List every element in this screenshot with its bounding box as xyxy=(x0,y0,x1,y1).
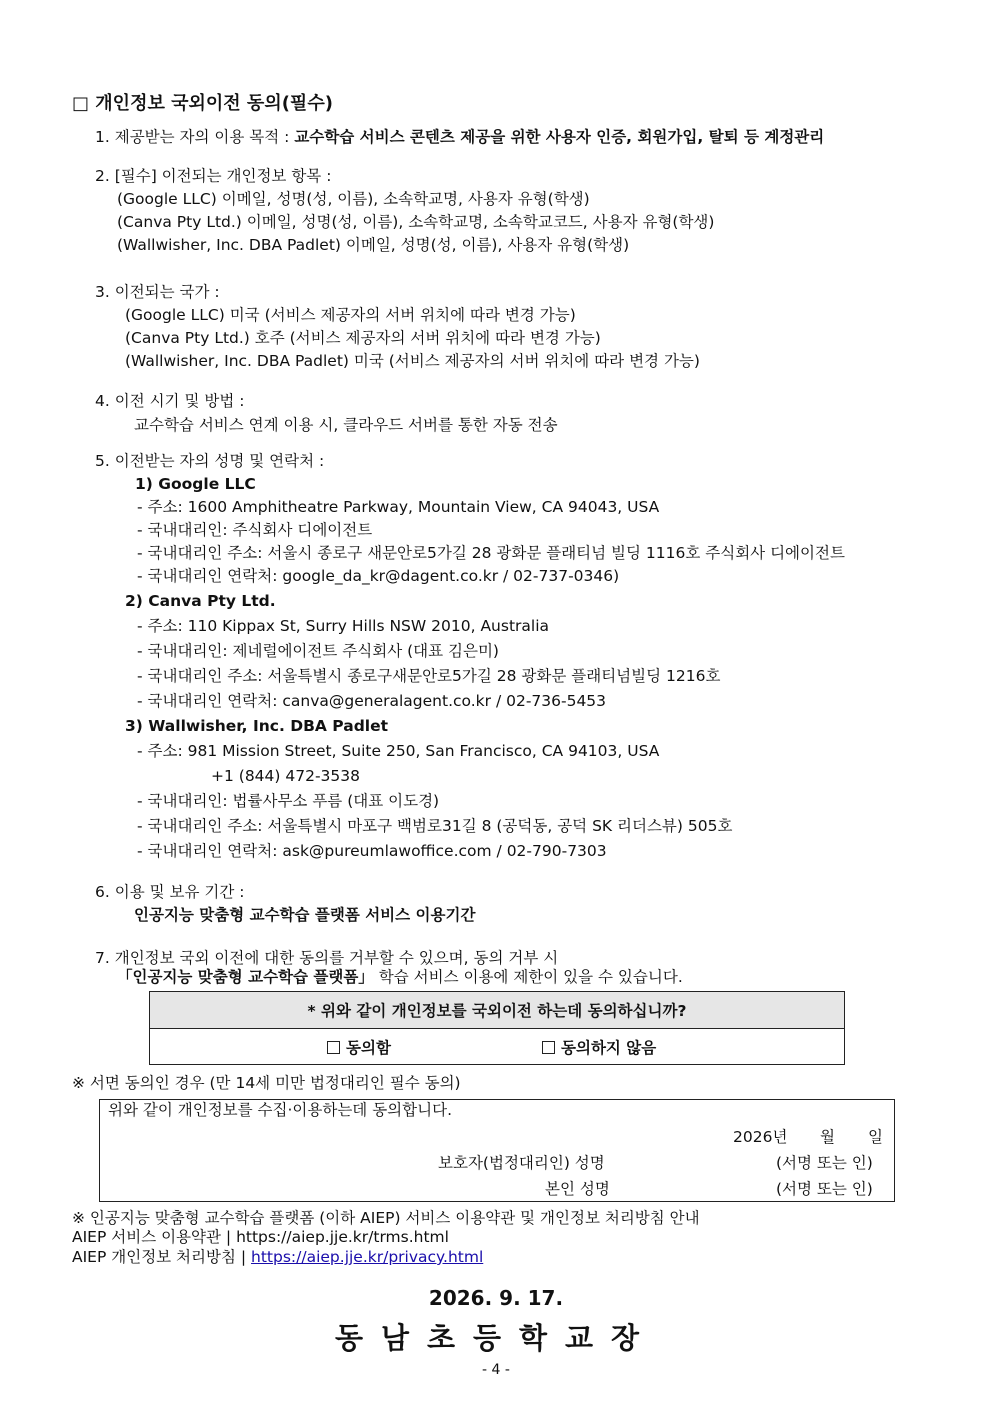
canva-line: - 국내대리인: 제네럴에이전트 주식회사 (대표 김은미) xyxy=(137,642,499,660)
item-4-heading: 4. 이전 시기 및 방법 : xyxy=(95,392,245,410)
padlet-address: - 주소: 981 Mission Street, Suite 250, San Francisco, CA 94103, USA xyxy=(137,742,660,760)
self-sign[interactable]: (서명 또는 인) xyxy=(776,1180,873,1198)
padlet-line: - 국내대리인: 법률사무소 푸름 (대표 이도경) xyxy=(137,792,440,810)
privacy-line xyxy=(72,1247,483,1267)
aiep-note: ※ 인공지능 맞춤형 교수학습 플랫폼 (이하 AIEP) 서비스 이용약관 및 개인정보 처리방침 안내 xyxy=(72,1209,700,1227)
google-line: - 국내대리인 연락처: google_da_kr@dagent.co.kr / 02-737-0346) xyxy=(137,567,620,585)
self-label: 본인 성명 xyxy=(545,1180,610,1198)
disagree-checkbox-icon[interactable] xyxy=(542,1041,555,1054)
item-3-heading: 3. 이전되는 국가 : xyxy=(95,283,220,301)
item-1-label: 1. 제공받는 자의 이용 목적 : xyxy=(95,128,290,146)
canva-line: - 국내대리인 연락처: canva@generalagent.co.kr / 02-736-5453 xyxy=(137,692,607,710)
item-5-heading: 5. 이전받는 자의 성명 및 연락처 : xyxy=(95,452,325,470)
signature-box xyxy=(99,1099,895,1202)
canva-line: - 국내대리인 주소: 서울특별시 종로구새문안로5가길 28 광화문 플래티넘빌딩 1216호 xyxy=(137,667,721,685)
page-number: - 4 - xyxy=(482,1362,510,1378)
item-1 xyxy=(95,127,824,147)
item-2-line: (Canva Pty Ltd.) 이메일, 성명(성, 이름), 소속학교명, 소속학교코드, 사용자 유형(학생) xyxy=(117,213,715,231)
written-consent-note: ※ 서면 동의인 경우 (만 14세 미만 법정대리인 필수 동의) xyxy=(72,1074,461,1092)
section-title-text: 개인정보 국외이전 동의(필수) xyxy=(95,93,333,114)
terms-link[interactable]: https://aiep.jje.kr/trms.html xyxy=(236,1228,449,1246)
item-4-line: 교수학습 서비스 연계 이용 시, 클라우드 서버를 통한 자동 전송 xyxy=(134,416,558,434)
padlet-line: - 국내대리인 주소: 서울특별시 마포구 백범로31길 8 (공덕동, 공덕 SK 리더스뷰) 505호 xyxy=(137,817,733,835)
guardian-label: 보호자(법정대리인) 성명 xyxy=(438,1154,605,1172)
platform-name: 「인공지능 맞춤형 교수학습 플랫폼」 xyxy=(117,968,374,986)
item-7-rest: 학습 서비스 이용에 제한이 있을 수 있습니다. xyxy=(378,968,683,986)
agree-label: 동의함 xyxy=(346,1039,391,1057)
checkbox-icon: □ xyxy=(72,93,90,114)
item-3-line: (Google LLC) 미국 (서비스 제공자의 서버 위치에 따라 변경 가능) xyxy=(125,306,576,324)
disagree-option[interactable] xyxy=(542,1036,656,1058)
canva-line: - 주소: 110 Kippax St, Surry Hills NSW 2010, Australia xyxy=(137,617,550,635)
item-2-line: (Google LLC) 이메일, 성명(성, 이름), 소속학교명, 사용자 유형(학생) xyxy=(117,190,590,208)
privacy-link[interactable]: https://aiep.jje.kr/privacy.html xyxy=(251,1248,484,1266)
signature-day: 일 xyxy=(868,1128,883,1146)
section-title xyxy=(72,94,333,114)
padlet-phone: +1 (844) 472-3538 xyxy=(211,767,361,785)
terms-label: AIEP 서비스 이용약관 | xyxy=(72,1228,237,1246)
item-6-line: 인공지능 맞춤형 교수학습 플랫폼 서비스 이용기간 xyxy=(134,906,476,924)
item-7-line-2 xyxy=(117,967,683,987)
item-2-line: (Wallwisher, Inc. DBA Padlet) 이메일, 성명(성, 이름), 사용자 유형(학생) xyxy=(117,236,630,254)
padlet-name: 3) Wallwisher, Inc. DBA Padlet xyxy=(125,717,389,735)
terms-line xyxy=(72,1227,449,1247)
document-date: 2026. 9. 17. xyxy=(428,1286,564,1310)
signature-year: 2026년 xyxy=(733,1128,788,1146)
item-3-line: (Wallwisher, Inc. DBA Padlet) 미국 (서비스 제공자의 서버 위치에 따라 변경 가능) xyxy=(125,352,700,370)
canva-name: 2) Canva Pty Ltd. xyxy=(125,592,276,610)
agree-option[interactable] xyxy=(327,1036,391,1058)
agree-checkbox-icon[interactable] xyxy=(327,1041,340,1054)
guardian-sign[interactable]: (서명 또는 인) xyxy=(776,1154,873,1172)
google-name: 1) Google LLC xyxy=(135,475,256,493)
principal-title: 동남초등학교장 xyxy=(334,1321,658,1355)
privacy-label: AIEP 개인정보 처리방침 | xyxy=(72,1248,252,1266)
google-line: - 주소: 1600 Amphitheatre Parkway, Mountain View, CA 94043, USA xyxy=(137,498,660,516)
signature-month: 월 xyxy=(820,1128,835,1146)
google-line: - 국내대리인: 주식회사 디에이전트 xyxy=(137,521,373,539)
consent-box xyxy=(149,991,845,1065)
padlet-line: - 국내대리인 연락처: ask@pureumlawoffice.com / 02-790-7303 xyxy=(137,842,607,860)
google-line: - 국내대리인 주소: 서울시 종로구 새문안로5가길 28 광화문 플래티넘 빌딩 1116호 주식회사 디에이전트 xyxy=(137,544,845,562)
disagree-label: 동의하지 않음 xyxy=(561,1039,657,1057)
signature-statement: 위와 같이 개인정보를 수집·이용하는데 동의합니다. xyxy=(108,1101,452,1119)
consent-question: * 위와 같이 개인정보를 국외이전 하는데 동의하십니까? xyxy=(150,992,844,1029)
item-3-line: (Canva Pty Ltd.) 호주 (서비스 제공자의 서버 위치에 따라 변경 가능) xyxy=(125,329,601,347)
item-6-heading: 6. 이용 및 보유 기간 : xyxy=(95,883,245,901)
item-1-value: 교수학습 서비스 콘텐츠 제공을 위한 사용자 인증, 회원가입, 탈퇴 등 계정관리 xyxy=(294,128,825,146)
item-7-line-1: 7. 개인정보 국외 이전에 대한 동의를 거부할 수 있으며, 동의 거부 시 xyxy=(95,949,559,967)
item-2-heading: 2. [필수] 이전되는 개인정보 항목 : xyxy=(95,167,332,185)
